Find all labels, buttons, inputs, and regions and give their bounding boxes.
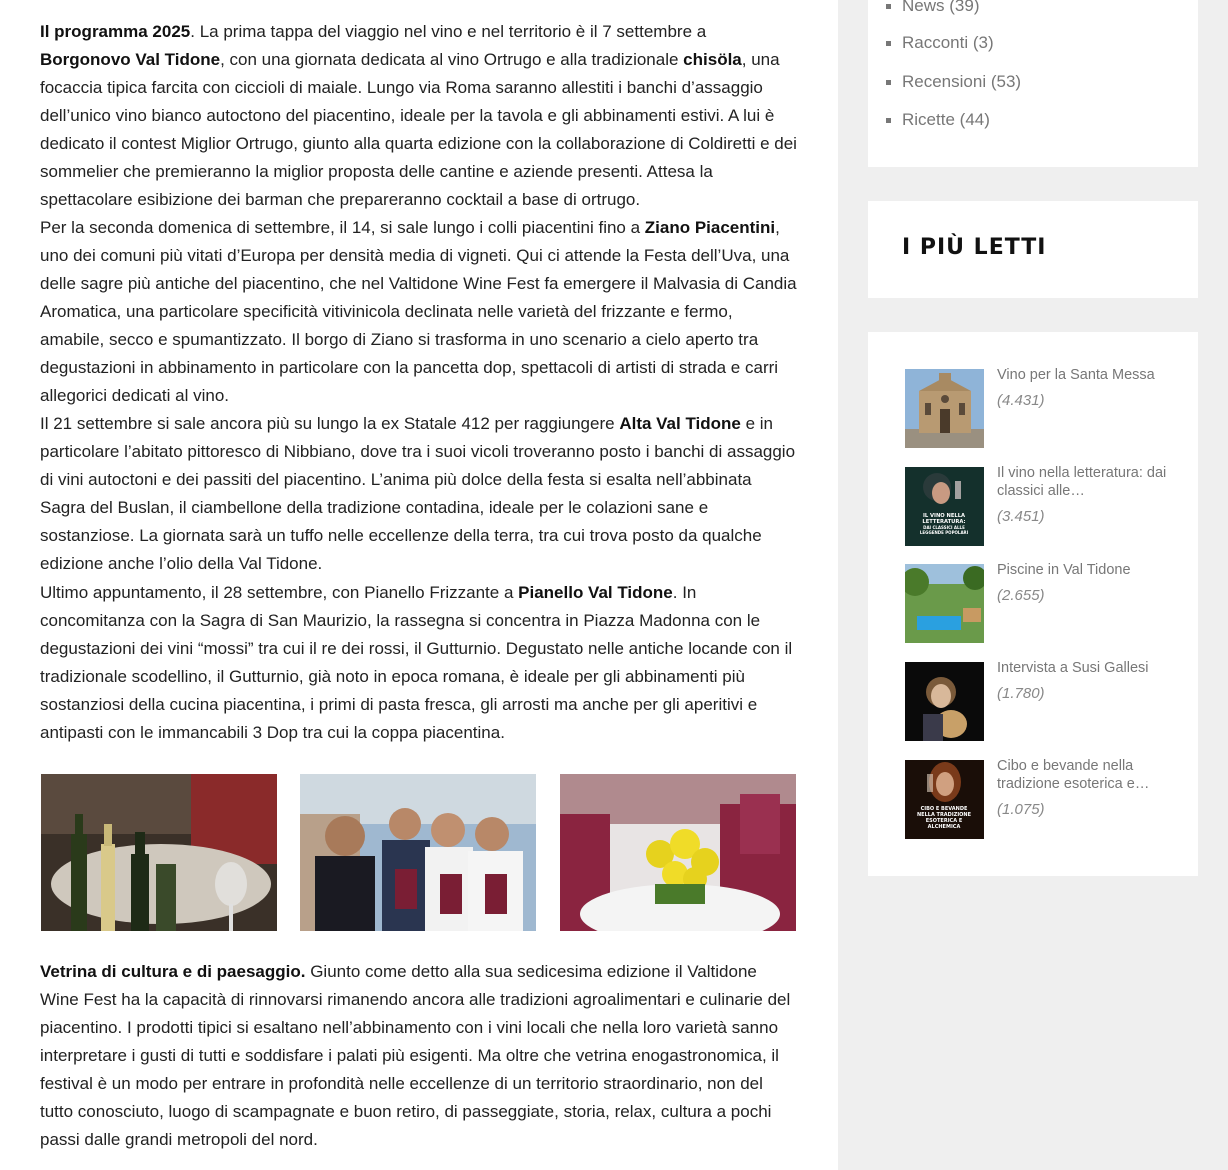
- post-views: (3.451): [997, 508, 1045, 525]
- post-thumbnail-interview[interactable]: [905, 662, 984, 741]
- paragraph-text: . La prima tappa del viaggio nel vino e nel territorio è il 7 settembre a: [190, 22, 707, 41]
- category-count: (44): [959, 110, 990, 129]
- category-item-ricette[interactable]: [902, 108, 990, 132]
- post-thumbnail-church[interactable]: [905, 369, 984, 448]
- svg-text:LEGGENDE POPOLARI: LEGGENDE POPOLARI: [919, 530, 969, 535]
- post-title-link[interactable]: Il vino nella letteratura: dai classici alle…: [997, 465, 1167, 499]
- bold-text: Alta Val Tidone: [619, 414, 741, 433]
- bold-text: Pianello Val Tidone: [518, 583, 673, 602]
- paragraph-ziano: [40, 214, 800, 410]
- post-title-link[interactable]: Vino per la Santa Messa: [997, 367, 1155, 383]
- bullet-icon: [886, 118, 891, 123]
- post-views: (1.780): [997, 685, 1045, 702]
- widget-title-most-read: I PIÙ LETTI: [902, 235, 1047, 260]
- svg-text:NELLA TRADIZIONE: NELLA TRADIZIONE: [916, 812, 972, 818]
- post-thumbnail-esoteric[interactable]: [905, 760, 984, 839]
- bold-text: Il programma 2025: [40, 22, 191, 41]
- category-count: (3): [972, 33, 994, 52]
- post-thumbnail-pool[interactable]: [905, 564, 984, 643]
- post-thumbnail-literature[interactable]: [905, 467, 984, 546]
- post-views: (4.431): [997, 392, 1045, 409]
- category-count: (39): [949, 0, 980, 15]
- category-item-racconti[interactable]: [902, 31, 994, 55]
- paragraph-alta-val-tidone: [40, 410, 800, 578]
- post-views: (1.075): [997, 801, 1045, 818]
- paragraph-text: Giunto come detto alla sua sedicesima edizione il Valtidone Wine Fest ha la capacità di rinnovarsi rimanendo ancora alle tradizioni agroalimentari e culinarie del piacentino. I prodotti tipici si esaltano nell’abbinamento con i vini locali che nella loro varietà sanno interpretare i gusti di tutti e soddisfare i palati più esigenti. Ma oltre che vetrina enogastronomica, il festival è un modo per entrare in profondità nelle eccellenze di un territorio straordinario, non del tutto conosciuto, luogo di scampagnate e buon retiro, di passeggiate, storia, relax, cultura a pochi passi dalle grandi metropoli del nord.: [40, 962, 791, 1149]
- svg-text:ALCHEMICA: ALCHEMICA: [927, 824, 961, 830]
- paragraph-text: e in particolare l’abitato pittoresco di Nibbiano, dove tra i suoi vicoli troveranno posto i banchi di assaggio di vini autoctoni e dei passiti del piacentino. L’anima più dolce della festa si esalta nell’abbinata Sagra del Buslan, il ciambellone della tradizione contadina, ideale per le colazioni sane e sostanziose. La giornata sarà un tuffo nelle eccellenze della terra, tra cui trova posto da qualche edizione anche l’olio della Val Tidone.: [40, 414, 796, 573]
- category-count: (53): [990, 72, 1022, 91]
- bullet-icon: [886, 4, 891, 9]
- category-name[interactable]: News: [902, 0, 945, 15]
- paragraph-text: . In concomitanza con la Sagra di San Maurizio, la rassegna si concentra in Piazza Madonna con le degustazioni dei vini “mossi” tra cui il re dei rossi, il Gutturnio. Degustato nelle antiche locande con il tradizionale scodellino, il Gutturnio, già noto in epoca romana, è ideale per gli abbinamenti più sostanziosi della cucina piacentina, i primi di pasta fresca, gli arrosti ma anche per gli aperitivi e antipasti con le immancabili 3 Dop tra cui la coppa piacentina.: [40, 583, 793, 742]
- post-title-link[interactable]: Intervista a Susi Gallesi: [997, 660, 1149, 676]
- paragraph-programma: [40, 18, 800, 214]
- category-item-news[interactable]: [902, 0, 979, 18]
- category-name[interactable]: Racconti: [902, 33, 969, 52]
- post-views: (2.655): [997, 587, 1045, 604]
- bold-text: Vetrina di cultura e di paesaggio.: [40, 962, 306, 981]
- gallery-image-flowers-bags[interactable]: [560, 774, 796, 931]
- paragraph-text: , con una giornata dedicata al vino Ortrugo e alla tradizionale: [220, 50, 684, 69]
- paragraph-text: , uno dei comuni più vitati d’Europa per densità media di vigneti. Qui ci attende la Festa dell’Uva, una delle sagre più antiche del piacentino, che nel Valtidone Wine Fest fa emergere il Malvasia di Candia Aromatica, una particolare specificità vitivinicola declinata nelle varietà del frizzante e fermo, amabile, secco e spumantizzato. Il borgo di Ziano si trasforma in uno scenario a cielo aperto tra degustazioni in abbinamento in particolare con la pancetta dop, spettacoli di artisti di strada e carri allegorici dedicati al vino.: [40, 218, 797, 405]
- bold-text: Ziano Piacentini: [644, 218, 776, 237]
- gallery-image-wine-bottles[interactable]: [41, 774, 277, 931]
- bold-text: Borgonovo Val Tidone: [40, 50, 221, 69]
- post-title-link[interactable]: Piscine in Val Tidone: [997, 562, 1131, 578]
- svg-text:CIBO E BEVANDE: CIBO E BEVANDE: [920, 806, 968, 812]
- paragraph-text: , una focaccia tipica farcita con ciccioli di maiale. Lungo via Roma saranno allestiti i banchi d’assaggio dell’unico vino bianco autoctono del piacentino, ideale per la tavola e gli abbinamenti estivi. A lui è dedicato il contest Miglior Ortrugo, giunto alla quarta edizione con la collaborazione di Coldiretti e dei sommelier che premieranno la miglior proposta delle cantine e aziende presenti. Attesa la spettacolare esibizione dei barman che prepareranno cocktail a base di ortrugo.: [40, 50, 797, 209]
- paragraph-text: Per la seconda domenica di settembre, il 14, si sale lungo i colli piacentini fino a: [40, 218, 645, 237]
- paragraph-vetrina: [40, 958, 800, 1154]
- gallery-image-group-toast[interactable]: [300, 774, 536, 931]
- paragraph-text: Il 21 settembre si sale ancora più su lungo la ex Statale 412 per raggiungere: [40, 414, 620, 433]
- svg-text:IL VINO NELLA: IL VINO NELLA: [922, 513, 966, 519]
- paragraph-text: Ultimo appuntamento, il 28 settembre, con Pianello Frizzante a: [40, 583, 519, 602]
- svg-text:ESOTERICA E: ESOTERICA E: [925, 818, 963, 824]
- category-item-recensioni[interactable]: [902, 70, 1021, 94]
- paragraph-pianello: [40, 579, 800, 747]
- post-title-link[interactable]: Cibo e bevande nella tradizione esoterica e…: [997, 758, 1150, 792]
- bold-text: chisöla: [683, 50, 742, 69]
- category-name[interactable]: Ricette: [902, 110, 955, 129]
- svg-text:LETTERATURA:: LETTERATURA:: [922, 519, 966, 525]
- bullet-icon: [886, 41, 891, 46]
- bullet-icon: [886, 80, 891, 85]
- svg-text:DAI CLASSICI ALLE: DAI CLASSICI ALLE: [923, 525, 965, 530]
- category-name[interactable]: Recensioni: [902, 72, 987, 91]
